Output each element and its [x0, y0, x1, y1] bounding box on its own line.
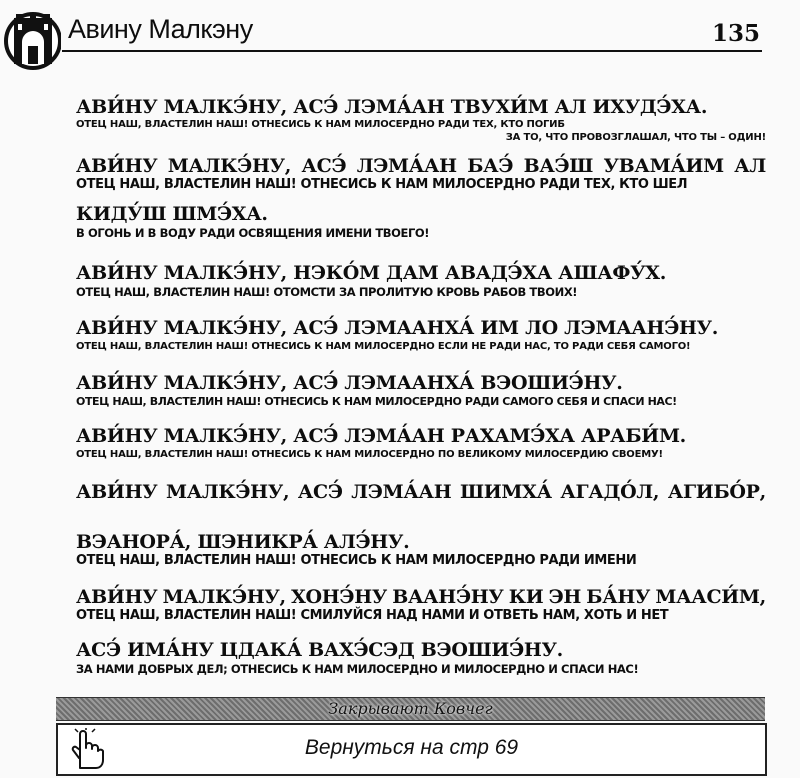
hebrew-line: [76, 155, 766, 177]
prayer-block-6: [76, 425, 766, 463]
hebrew-word: ЛЭМА́АН: [351, 481, 452, 503]
hebrew-line: АВИ́НУ МАЛКЭ́НУ, АСЭ́ ЛЭМААНХА́ ВЭОШИЭ́НУ.: [76, 372, 623, 394]
hebrew-line: АВИ́НУ МАЛКЭ́НУ, АСЭ́ ЛЭМААНХА́ ИМ ЛО ЛЭМААНЭ́НУ.: [76, 317, 719, 339]
hebrew-line: АВИ́НУ МАЛКЭ́НУ, НЭКО́М ДАМ АВАДЭ́ХА АШАФУ́Х.: [76, 262, 667, 284]
hebrew-line: КИДУ́Ш ШМЭ́ХА.: [76, 203, 268, 225]
hebrew-word: ШИМХА́: [459, 481, 552, 503]
hebrew-line: АВИ́НУ МАЛКЭ́НУ, АСЭ́ ЛЭМА́АН ТВУХИ́М АЛ ИХУДЭ́ХА.: [76, 96, 708, 118]
prayer-block-2: [76, 155, 766, 241]
hebrew-word: ЭН: [548, 586, 582, 608]
translation-line: ОТЕЦ НАШ, ВЛАСТЕЛИН НАШ! ОТОМСТИ ЗА ПРОЛИТУЮ КРОВЬ РАБОВ ТВОИХ!: [76, 285, 578, 299]
prayer-block-4: [76, 317, 766, 355]
hebrew-word: БАЭ́: [467, 155, 514, 177]
hebrew-word: МАЛКЭ́НУ,: [167, 155, 292, 177]
hebrew-word: МААСИ́М,: [655, 586, 766, 608]
book-title: Авину Малкэну: [68, 14, 253, 44]
prayer-block-7: [76, 481, 766, 569]
hebrew-line: [76, 586, 766, 608]
translation-line: ОТЕЦ НАШ, ВЛАСТЕЛИН НАШ! ОТНЕСИСЬ К НАМ МИЛОСЕРДНО РАДИ ТЕХ, КТО ШЕЛ: [76, 177, 688, 192]
translation-line: ОТЕЦ НАШ, ВЛАСТЕЛИН НАШ! ОТНЕСИСЬ К НАМ МИЛОСЕРДНО РАДИ ТЕХ, КТО ПОГИБ: [76, 119, 565, 130]
prayer-block-1: [76, 96, 766, 144]
banner-label: Закрывают Ковчег: [328, 699, 493, 718]
hebrew-word: АСЭ́: [301, 155, 347, 177]
hebrew-word: ВАЭ́Ш: [523, 155, 594, 177]
hebrew-word: АСЭ́: [297, 481, 343, 503]
hebrew-word: МАЛКЭ́НУ,: [165, 481, 290, 503]
hebrew-line: [76, 481, 766, 503]
hebrew-word: ВААНЭ́НУ: [392, 586, 504, 608]
translation-line: ЗА НАМИ ДОБРЫХ ДЕЛ; ОТНЕСИСЬ К НАМ МИЛОСЕРДНО И МИЛОСЕРДНО И СПАСИ НАС!: [76, 662, 639, 676]
prayer-block-9: [76, 639, 766, 677]
hebrew-word: АГАДО́Л,: [560, 481, 660, 503]
hebrew-word: УВАМА́ИМ: [603, 155, 724, 177]
hebrew-line: ВЭАНОРА́, ШЭНИКРА́ АЛЭ́НУ.: [76, 531, 410, 553]
hebrew-word: АВИ́НУ: [76, 481, 158, 503]
hebrew-word: ЛЭМА́АН: [356, 155, 457, 177]
hebrew-word: ХОНЭ́НУ: [291, 586, 387, 608]
page-number: 135: [711, 20, 760, 47]
translation-line: ОТЕЦ НАШ, ВЛАСТЕЛИН НАШ! СМИЛУЙСЯ НАД НАМИ И ОТВЕТЬ НАМ, ХОТЬ И НЕТ: [76, 608, 669, 623]
header-divider: [62, 50, 762, 52]
hebrew-word: МАЛКЭ́НУ,: [162, 586, 286, 608]
hebrew-word: АВИ́НУ: [76, 586, 158, 608]
hebrew-word: АВИ́НУ: [76, 155, 158, 177]
translation-line: ОТЕЦ НАШ, ВЛАСТЕЛИН НАШ! ОТНЕСИСЬ К НАМ МИЛОСЕРДНО РАДИ ИМЕНИ: [76, 553, 637, 568]
hebrew-word: БА́НУ: [586, 586, 651, 608]
hebrew-word: АГИБО́Р,: [667, 481, 766, 503]
translation-line: В ОГОНЬ И В ВОДУ РАДИ ОСВЯЩЕНИЯ ИМЕНИ ТВОЕГО!: [76, 226, 430, 240]
hebrew-line: АСЭ́ ИМА́НУ ЦДАКА́ ВАХЭ́СЭД ВЭОШИЭ́НУ.: [76, 639, 563, 661]
translation-line: ОТЕЦ НАШ, ВЛАСТЕЛИН НАШ! ОТНЕСИСЬ К НАМ МИЛОСЕРДНО ПО ВЕЛИКОМУ МИЛОСЕРДИЮ СВОЕМУ!: [76, 449, 663, 460]
prayer-block-8: [76, 586, 766, 624]
page-header: [0, 0, 800, 78]
hebrew-word: КИ: [508, 586, 544, 608]
hebrew-word: АЛ: [734, 155, 766, 177]
back-link-label: Вернуться на стр 69: [304, 736, 519, 759]
hebrew-line: АВИ́НУ МАЛКЭ́НУ, АСЭ́ ЛЭМА́АН РАХАМЭ́ХА АРАБИ́М.: [76, 425, 686, 447]
prayer-block-5: [76, 372, 766, 410]
back-to-page-button[interactable]: [56, 723, 767, 776]
gate-logo-icon: [3, 8, 61, 74]
prayer-block-3: [76, 262, 766, 300]
translation-line: ОТЕЦ НАШ, ВЛАСТЕЛИН НАШ! ОТНЕСИСЬ К НАМ МИЛОСЕРДНО РАДИ САМОГО СЕБЯ И СПАСИ НАС!: [76, 395, 677, 408]
translation-line: ЗА ТО, ЧТО ПРОВОЗГЛАШАЛ, ЧТО ТЫ – ОДИН!: [505, 132, 766, 143]
translation-line: ОТЕЦ НАШ, ВЛАСТЕЛИН НАШ! ОТНЕСИСЬ К НАМ МИЛОСЕРДНО ЕСЛИ НЕ РАДИ НАС, ТО РАДИ СЕБЯ САМОГО!: [76, 341, 691, 352]
section-banner: [56, 697, 765, 721]
